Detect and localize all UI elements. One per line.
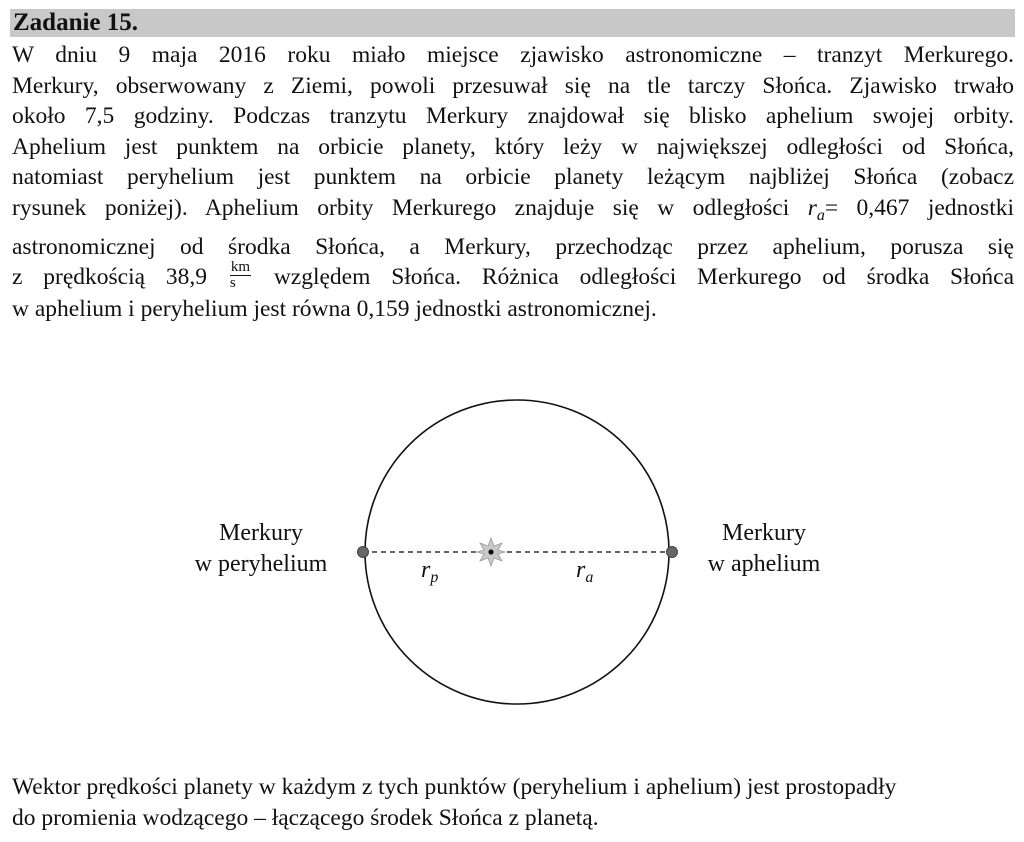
outro-paragraph xyxy=(12,772,1017,833)
ra-subscript: a xyxy=(816,206,825,224)
perihelion-label-line1: Merkury xyxy=(219,520,303,546)
rp-symbol: r xyxy=(421,557,431,583)
ra-figure-symbol: r xyxy=(576,557,586,583)
intro-line: około 7,5 godziny. Podczas tranzytu Merkury znajdował się blisko aphelium swojej orbity. xyxy=(12,103,1014,130)
unit-numerator: km xyxy=(230,259,250,276)
outro-line: do promienia wodzącego – łączącego środek Słońca z planetą. xyxy=(12,804,599,831)
rp-subscript: p xyxy=(430,569,439,586)
intro-text: rysunek poniżej). Aphelium orbity Merkurego znajduje się w odległości xyxy=(12,194,790,221)
ra-figure-subscript: a xyxy=(585,569,594,586)
intro-line: Merkury, obserwowany z Ziemi, powoli przesuwał się na tle tarczy Słońca. Zjawisko trwało xyxy=(12,72,1014,99)
ra-value: = 0,467 jednostki xyxy=(824,194,1015,221)
perihelion-label-line2: w peryhelium xyxy=(194,551,328,577)
aphelion-label-line1: Merkury xyxy=(722,520,806,546)
task-title: Zadanie 15. xyxy=(13,9,139,36)
unit-fraction xyxy=(230,260,251,291)
ra-figure-label xyxy=(576,556,593,592)
intro-text: z prędkością 38,9 xyxy=(12,264,207,291)
intro-line: W dniu 9 maja 2016 roku miało miejsce zjawisko astronomiczne – tranzyt Merkurego. xyxy=(12,42,1014,68)
aphelion-label xyxy=(664,518,864,580)
ra-symbol: r xyxy=(807,194,817,221)
intro-paragraph xyxy=(12,40,1014,325)
intro-line: astronomicznej od środka Słońca, a Merkury, przechodząc przez aphelium, porusza się xyxy=(12,233,1014,260)
intro-line-speed xyxy=(12,259,1015,294)
intro-line: Aphelium jest punktem na orbicie planety, który leży w największej odległości od Słońca, xyxy=(12,133,1014,160)
unit-denominator: s xyxy=(229,275,236,292)
rp-label xyxy=(421,556,438,592)
orbit-circle xyxy=(365,400,669,704)
task-header xyxy=(10,9,1015,37)
intro-line: w aphelium i peryhelium jest równa 0,159 jednostki astronomicznej. xyxy=(12,296,657,323)
intro-line: natomiast peryhelium jest punktem na orbicie planety leżącym najbliżej Słońca (zobacz xyxy=(12,164,1014,191)
aphelion-label-line2: w aphelium xyxy=(707,551,821,577)
outro-line: Wektor prędkości planety w każdym z tych punktów (peryhelium i aphelium) jest prostopadły xyxy=(12,774,897,800)
intro-text: względem Słońca. Różnica odległości Merkurego od środka Słońca xyxy=(273,264,1015,291)
sun-icon xyxy=(477,538,505,566)
perihelion-label xyxy=(161,518,361,580)
intro-line-ra xyxy=(12,193,1014,232)
